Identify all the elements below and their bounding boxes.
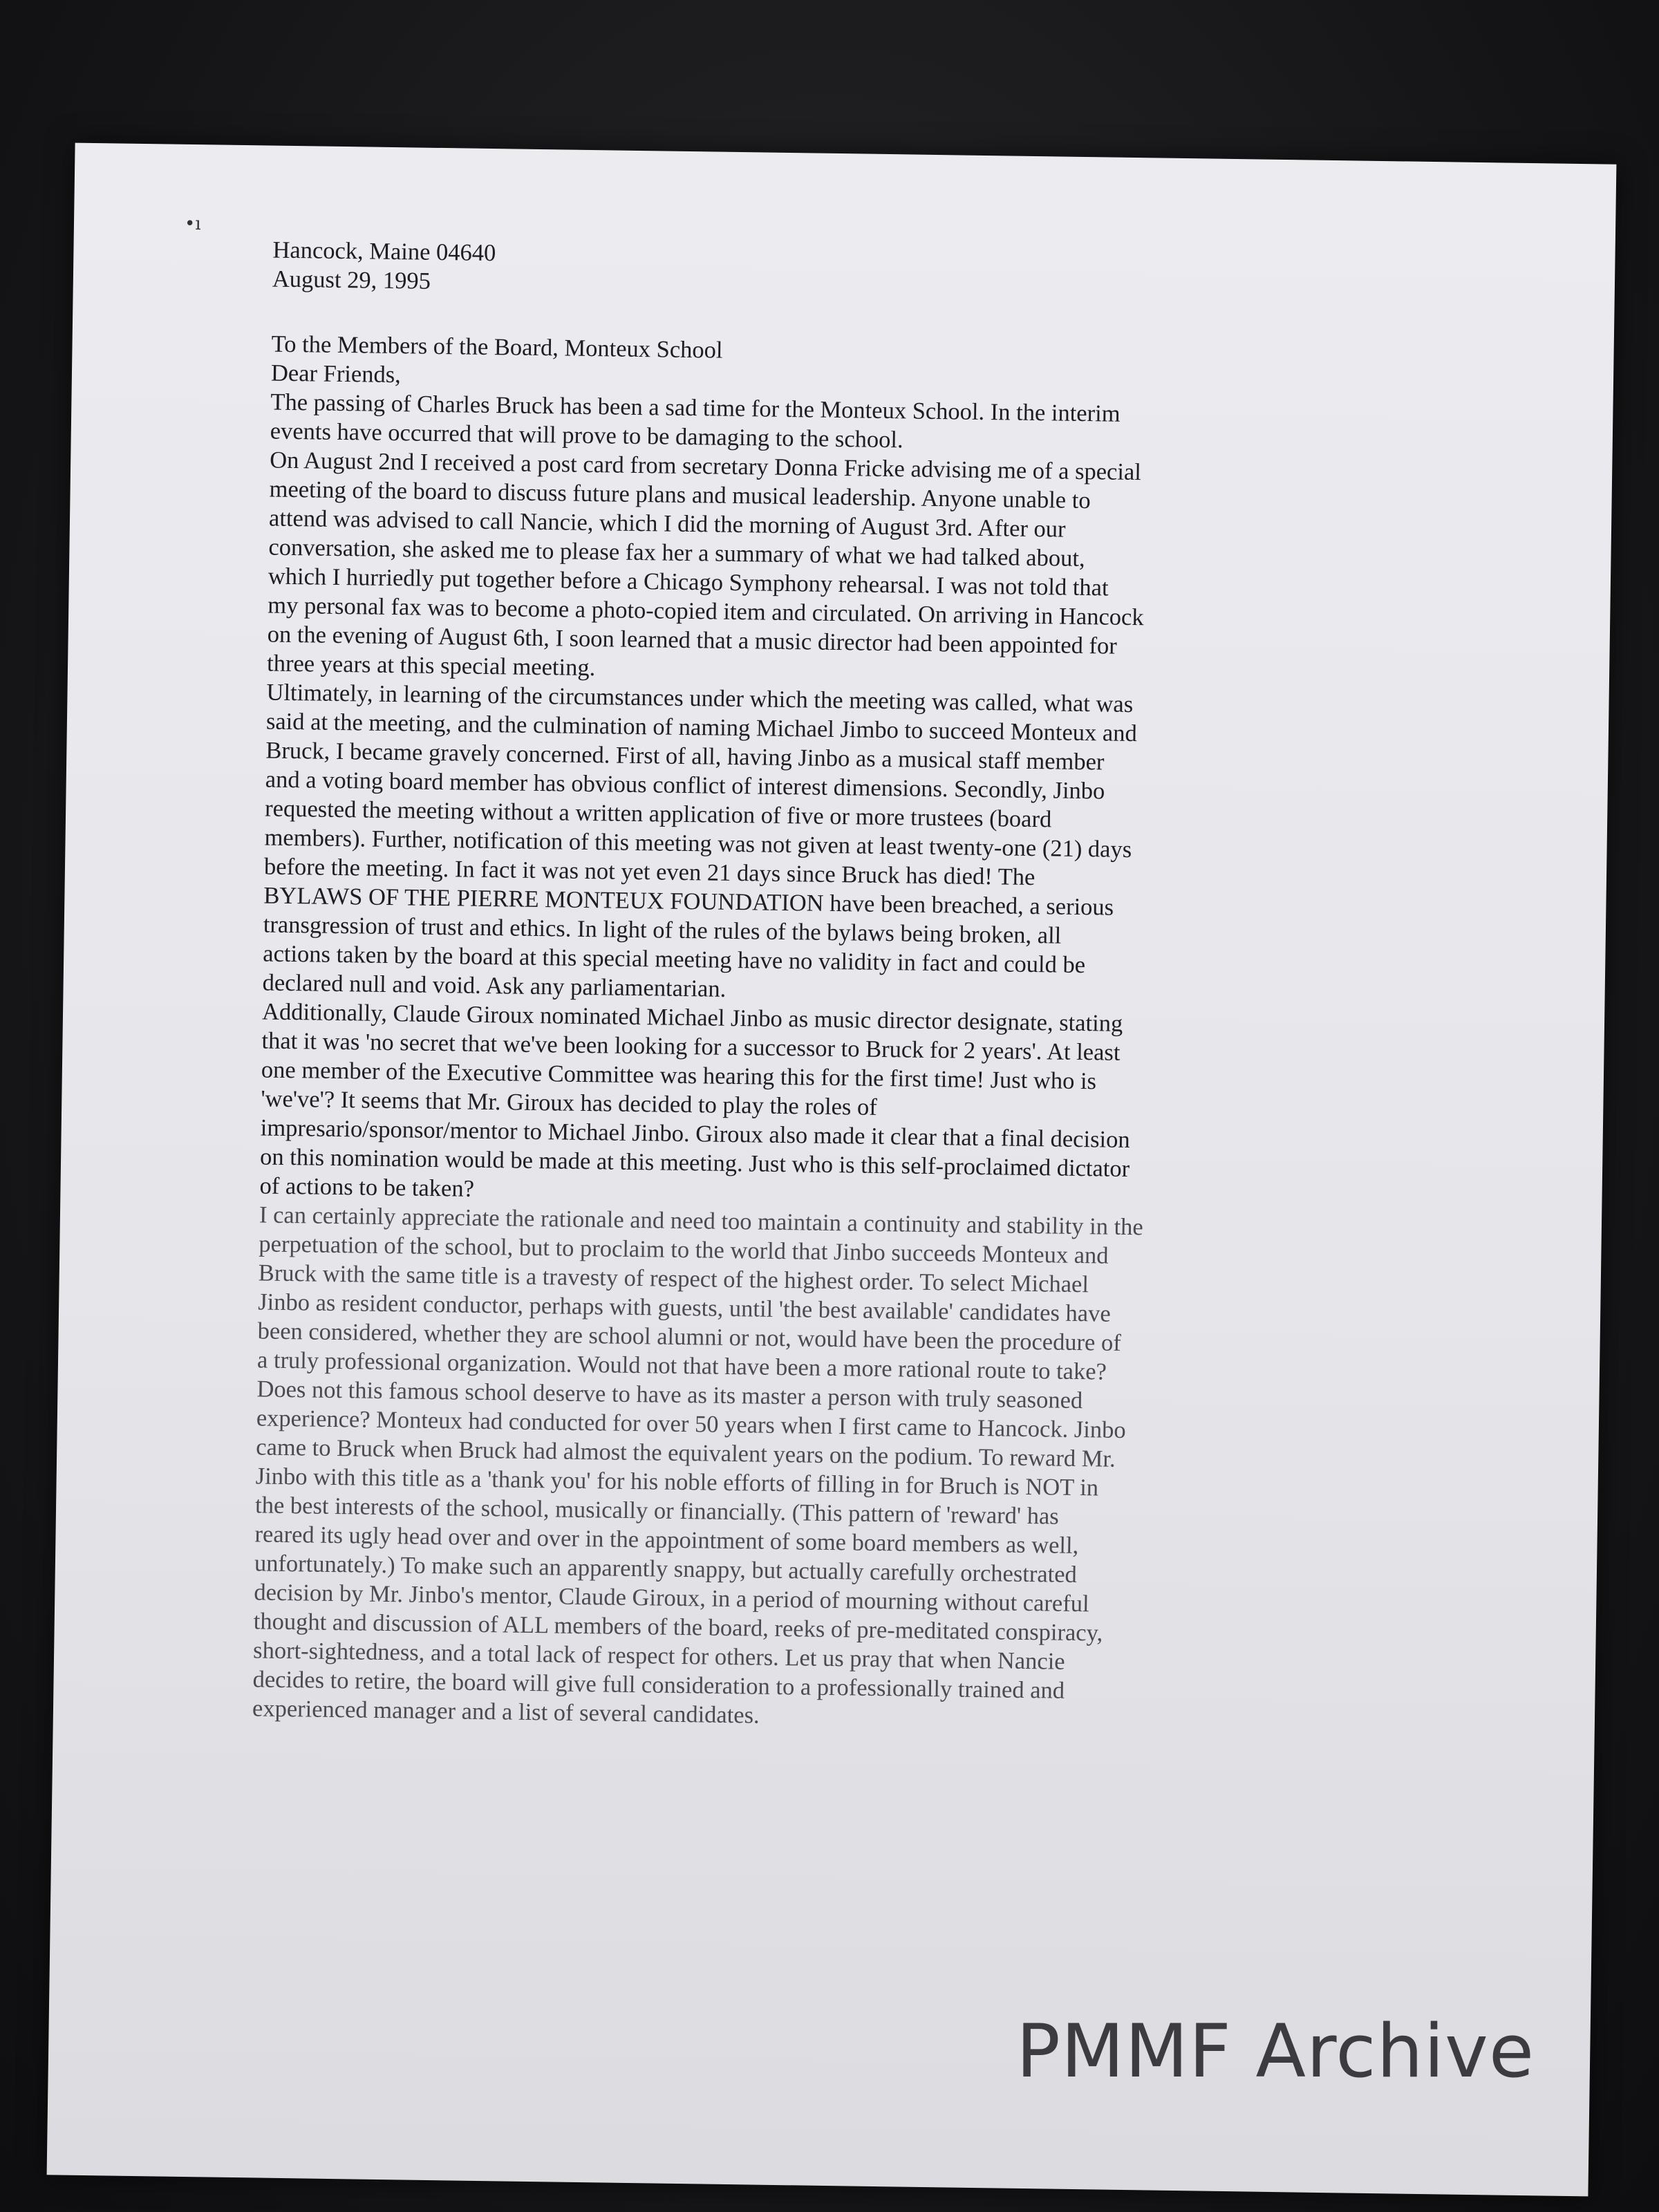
letter-page — [47, 143, 1617, 2197]
paragraph-1: The passing of Charles Bruck has been a sad time for the Monteux School. In the interim events have occurred that will prove to be damaging to the school. — [270, 388, 1121, 453]
letter-header — [272, 236, 1393, 310]
recipient-line: To the Members of the Board, Monteux School — [271, 330, 723, 364]
paragraph-5: I can certainly appreciate the rationale and need too maintain a continuity and stability in the perpetuation of the school, but to proclaim to the world that Jinbo succeeds Monteux and Bruck with the same title is a travesty of respect of the highest order. To select Michael Jinbo as resident conductor, perhaps with guests, until 'the best available' candidates have been considered, whether they are school alumni or not, would have been the procedure of a truly professional organization. Would not that have been a more rational route to take? Does not this famous school deserve to have as its master a person with truly seasoned experience? Monteux had conducted for over 50 years when I first came to Hancock. Jinbo came to Bruck when Bruck had almost the equivalent years on the podium. To reward Mr. Jinbo with this title as a 'thank you' for his noble efforts of filling in for Bruch is NOT in the best interests of the school, musically or financially. (This pattern of 'reward' has reared its ugly head over and over in the appointment of some board members as well, unfortunately.) To make such an apparently snappy, but actually carefully orchestrated decision by Mr. Jinbo's mentor, Claude Giroux, in a period of mourning without careful thought and discussion of ALL members of the board, reeks of pre-meditated conspiracy, short-sightedness, and a total lack of respect for others. Let us pray that when Nancie decides to retire, the board will give full consideration to a professionally trained and experienced manager and a list of several candidates. — [252, 1201, 1144, 1729]
salutation: Dear Friends, — [270, 359, 402, 388]
sender-address: Hancock, Maine 04640 — [272, 236, 496, 267]
letter-text — [252, 236, 1393, 1738]
letter-date: August 29, 1995 — [272, 265, 431, 294]
paragraph-4: Additionally, Claude Giroux nominated Michael Jinbo as music director designate, stating that it was 'no secret that we've been looking for a successor to Bruck for 2 years'. At least one member of the Executive Committee was hearing this for the first time! Just who is 'we've'? It seems that Mr. Giroux has decided to play the roles of impresario/sponsor/mentor to Michael Jinbo. Giroux also made it clear that a final decision on this nomination would be made at this meeting. Just who is this self-proclaimed dictator of actions to be taken? — [259, 998, 1130, 1202]
paragraph-3: Ultimately, in learning of the circumstances under which the meeting was called, what was said at the meeting, and the culmination of naming Michael Jimbo to succeed Monteux and Bruck, I became gravely concerned. First of all, having Jinbo as a musical staff member and a voting board member has obvious conflict of interest dimensions. Secondly, Jinbo requested the meeting without a written application of five or more trustees (board members). Further, notification of this meeting was not given at least twenty-one (21) days before the meeting. In fact it was not yet even 21 days since Bruck has died! The BYLAWS OF THE PIERRE MONTEUX FOUNDATION have been breached, a serious transgression of trust and ethics. In light of the rules of the bylaws being broken, all actions taken by the board at this special meeting have no validity in fact and could be declared null and void. Ask any parliamentarian. — [262, 679, 1138, 1002]
archive-watermark: PMMF Archive — [1016, 2009, 1535, 2094]
corner-mark: •ı — [184, 213, 201, 235]
paragraph-2: On August 2nd I received a post card from secretary Donna Fricke advising me of a special meeting of the board to discuss future plans and musical leadership. Anyone unable to attend was advised to call Nancie, which I did the morning of August 3rd. After our conversation, she asked me to please fax her a summary of what we had talked about, which I hurriedly put together before a Chicago Symphony rehearsal. I was not told that my personal fax was to become a photo-copied item and circulated. On arriving in Hancock on the evening of August 6th, I soon learned that a music director had been appointed for three years at this special meeting. — [266, 447, 1144, 682]
